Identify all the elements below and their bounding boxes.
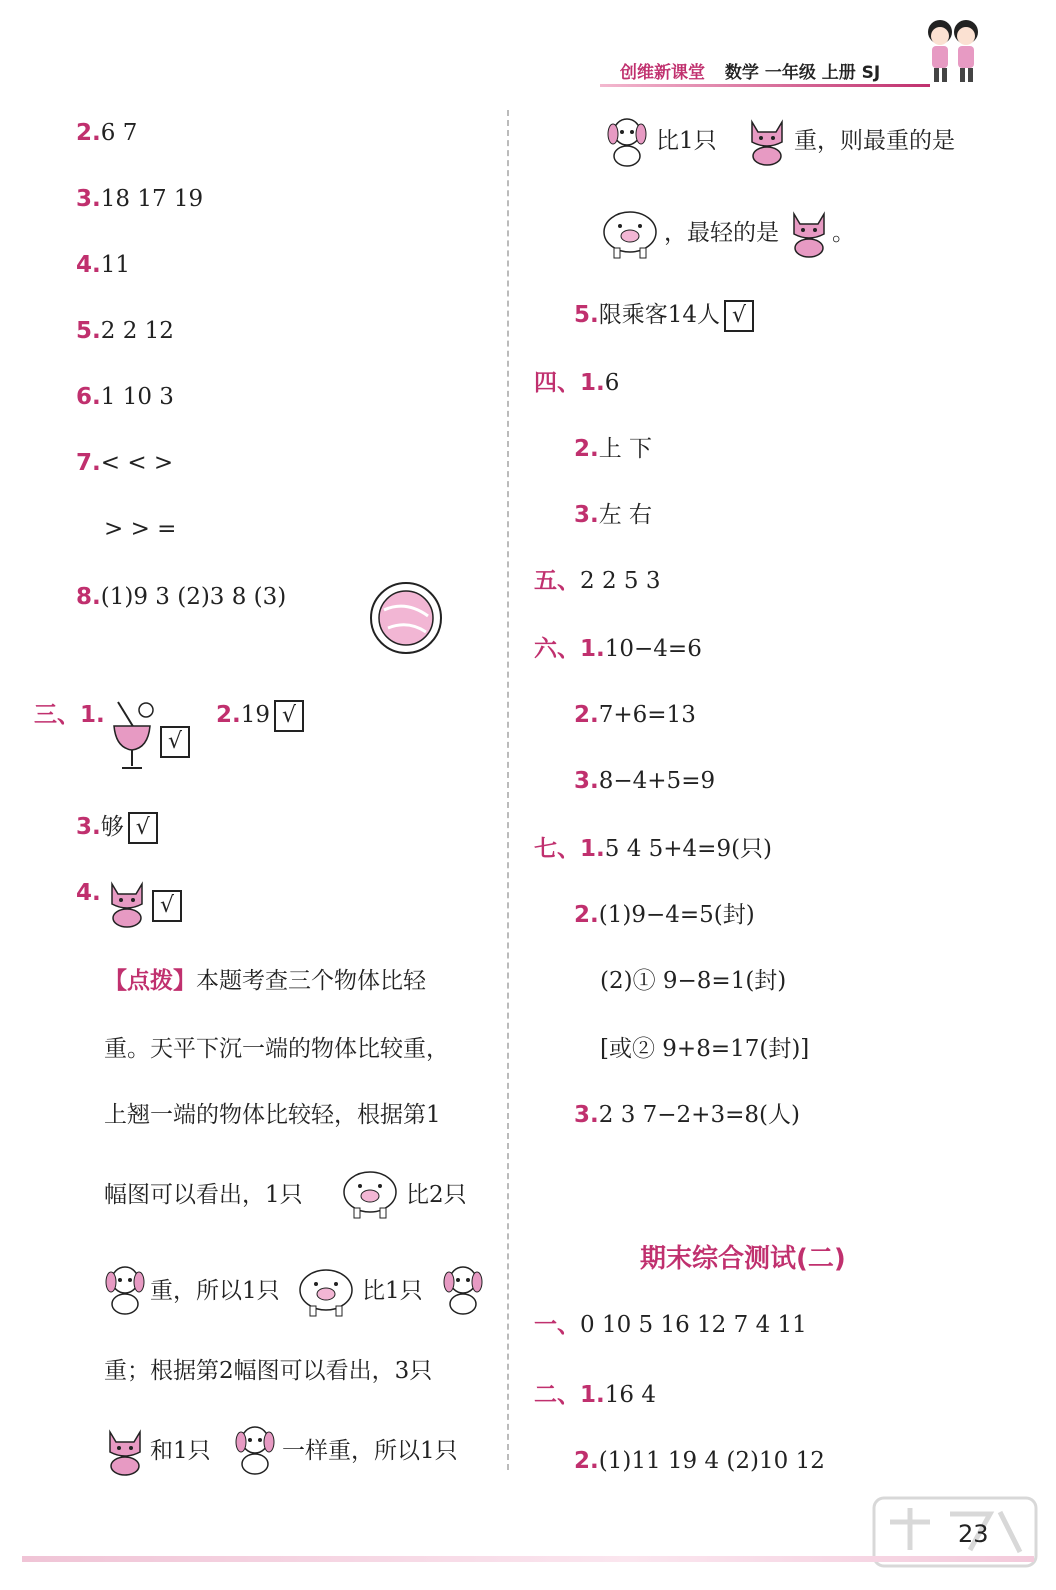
page-header [620, 58, 880, 83]
answer-line: 2.上 下 [574, 436, 653, 462]
subject-title: 数学 一年级 上册 SJ [724, 63, 881, 83]
tip-line: 幅图可以看出，1只 [104, 1182, 303, 1208]
answer-line: 四、1.6 [534, 370, 620, 396]
answer-line: 2.(1)11 19 4 (2)10 12 [574, 1448, 825, 1474]
answer-line: 3.18 17 19 [76, 186, 204, 212]
page-number: 23 [958, 1520, 989, 1548]
answer-line: 2.6 7 [76, 120, 138, 146]
dog-icon [232, 1422, 278, 1476]
answer-line: 8.(1)9 3 (2)3 8 (3) [76, 584, 287, 610]
kids-mascot-icon [918, 14, 988, 86]
answer-line: > > = [104, 516, 177, 542]
tip-line: 比1只 [362, 1278, 423, 1304]
column-divider [507, 110, 509, 1470]
pig-icon [340, 1164, 402, 1220]
juice-glass-icon [108, 700, 158, 772]
pig-icon [600, 204, 662, 260]
answer-line: 二、1.16 4 [534, 1382, 656, 1408]
answer-line: 。 [832, 220, 855, 246]
answer-line: [或② 9+8=17(封)] [600, 1036, 810, 1062]
answer-line: ，最轻的是 [664, 220, 779, 246]
answer-line: (2)① 9−8=1(封) [600, 968, 787, 994]
answer-line: 3.2 3 7−2+3=8(人) [574, 1102, 800, 1128]
answer-line: 2.(1)9−4=5(封) [574, 902, 755, 928]
answer-line: 一、0 10 5 16 12 7 4 11 [534, 1312, 807, 1338]
check-box: √ [274, 700, 304, 732]
tip-line: 比2只 [406, 1182, 467, 1208]
answer-line: 三、1. [34, 702, 105, 728]
section-title: 期末综合测试(二) [640, 1244, 846, 1274]
answer-line: 五、2 2 5 3 [534, 568, 661, 594]
answer-line: 4.11 [76, 252, 131, 278]
cat-icon [104, 876, 150, 928]
tip-line: 一样重，所以1只 [282, 1438, 458, 1464]
answer-line: 重，则最重的是 [794, 128, 955, 154]
answer-line: 4. [76, 880, 101, 906]
answer-line: 2.7+6=13 [574, 702, 696, 728]
pig-icon [296, 1262, 358, 1318]
answer-line [148, 890, 182, 922]
answer-line: 六、1.10−4=6 [534, 636, 702, 662]
answer-line: 7.< < > [76, 450, 174, 476]
answer-line: 5.限乘客14人 √ [574, 300, 754, 332]
cat-icon [744, 114, 790, 166]
check-box: √ [152, 890, 182, 922]
answer-line: 5.2 2 12 [76, 318, 174, 344]
answer-line: 3.8−4+5=9 [574, 768, 716, 794]
tip-line: 和1只 [150, 1438, 211, 1464]
header-rule [600, 84, 930, 87]
check-box: √ [724, 300, 754, 332]
answer-line: 2.19 √ [216, 700, 304, 732]
tip-label: 【点拨】 [104, 968, 196, 994]
footer-rule [22, 1556, 1034, 1562]
answer-line [156, 726, 190, 758]
answer-line: 3.左 右 [574, 502, 653, 528]
dog-icon [440, 1262, 486, 1316]
cat-icon [786, 206, 832, 258]
check-box: √ [128, 812, 158, 844]
answer-line: 3.够 √ [76, 812, 158, 844]
check-box: √ [160, 726, 190, 758]
tip-line: 重；根据第2幅图可以看出，3只 [104, 1358, 433, 1384]
tip-line: 重，所以1只 [150, 1278, 280, 1304]
answer-line: 6.1 10 3 [76, 384, 174, 410]
tip-line: 上翘一端的物体比较轻，根据第1 [104, 1102, 441, 1128]
answer-line: 七、1.5 4 5+4=9(只) [534, 836, 773, 862]
ball-icon [368, 580, 444, 656]
dog-icon [102, 1262, 148, 1316]
tip-line: 重。天平下沉一端的物体比较重， [104, 1036, 449, 1062]
answer-line: 比1只 [656, 128, 717, 154]
brand-title: 创维新课堂 [620, 63, 705, 83]
dog-icon [604, 114, 650, 168]
cat-icon [102, 1424, 148, 1476]
tip-line: 【点拨】本题考查三个物体比轻 [104, 968, 426, 994]
